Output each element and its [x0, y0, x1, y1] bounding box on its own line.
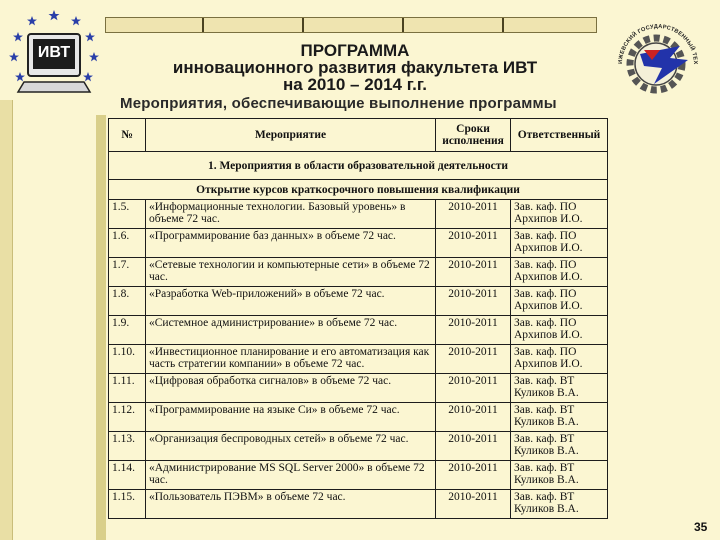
table-row — [109, 345, 608, 374]
subsection-heading: Открытие курсов краткосрочного повышения квалификации — [109, 180, 608, 200]
row-resp: Зав. каф. ПО Архипов И.О. — [511, 345, 608, 374]
table-row — [109, 461, 608, 490]
row-event: «Сетевые технологии и компьютерные сети» в объеме 72 час. — [146, 258, 436, 287]
page-title: ПРОГРАММА — [300, 41, 410, 60]
row-num: 1.8. — [109, 287, 146, 316]
row-event: «Администрирование MS SQL Server 2000» в объеме 72 час. — [146, 461, 436, 490]
row-event: «Системное администрирование» в объеме 72 час. — [146, 316, 436, 345]
row-period: 2010-2011 — [436, 316, 511, 345]
table-row — [109, 374, 608, 403]
logo-text: ИВТ — [37, 44, 71, 61]
page-number: 35 — [694, 520, 708, 534]
table-row — [109, 287, 608, 316]
row-resp: Зав. каф. ПО Архипов И.О. — [511, 200, 608, 229]
left-decor-stripe — [96, 115, 106, 540]
row-resp: Зав. каф. ВТ Куликов В.А. — [511, 461, 608, 490]
row-num: 1.11. — [109, 374, 146, 403]
title-line-3: на 2010 – 2014 г.г. — [283, 75, 427, 94]
row-num: 1.9. — [109, 316, 146, 345]
table-header-row — [109, 119, 608, 152]
table-row — [109, 258, 608, 287]
title-line-2: инновационного развития факультета ИВТ — [172, 58, 538, 77]
row-period: 2010-2011 — [436, 287, 511, 316]
row-period: 2010-2011 — [436, 200, 511, 229]
row-period: 2010-2011 — [436, 345, 511, 374]
row-resp: Зав. каф. ПО Архипов И.О. — [511, 258, 608, 287]
row-event: «Инвестиционное планирование и его автоматизация как часть стратегии компании» в объеме 72 час. — [146, 345, 436, 374]
row-resp: Зав. каф. ВТ Куликов В.А. — [511, 490, 608, 519]
events-table — [108, 118, 608, 519]
col-resp-header: Ответственный — [511, 119, 608, 152]
row-num: 1.14. — [109, 461, 146, 490]
row-resp: Зав. каф. ПО Архипов И.О. — [511, 316, 608, 345]
emblem-ring-text: ИЖЕВСКИЙ ГОСУДАРСТВЕННЫЙ ТЕХ — [617, 23, 699, 65]
row-period: 2010-2011 — [436, 374, 511, 403]
ivt-logo — [6, 8, 102, 98]
row-period: 2010-2011 — [436, 403, 511, 432]
col-event-header: Мероприятие — [146, 119, 436, 152]
row-event: «Организация беспроводных сетей» в объеме 72 час. — [146, 432, 436, 461]
row-event: «Пользователь ПЭВМ» в объеме 72 час. — [146, 490, 436, 519]
table-row — [109, 490, 608, 519]
row-num: 1.15. — [109, 490, 146, 519]
row-resp: Зав. каф. ВТ Куликов В.А. — [511, 374, 608, 403]
col-num-header: № — [109, 119, 146, 152]
title-block — [110, 42, 600, 93]
row-event: «Разработка Web-приложений» в объеме 72 час. — [146, 287, 436, 316]
university-emblem — [600, 6, 714, 106]
subtitle: Мероприятия, обеспечивающие выполнение программы — [120, 95, 557, 112]
row-period: 2010-2011 — [436, 258, 511, 287]
table-row — [109, 432, 608, 461]
row-period: 2010-2011 — [436, 229, 511, 258]
gear-emblem-icon — [600, 6, 714, 106]
row-num: 1.10. — [109, 345, 146, 374]
row-event: «Программирование баз данных» в объеме 72 час. — [146, 229, 436, 258]
top-ribbon — [105, 17, 597, 33]
row-resp: Зав. каф. ВТ Куликов В.А. — [511, 403, 608, 432]
table-row — [109, 200, 608, 229]
row-period: 2010-2011 — [436, 432, 511, 461]
row-num: 1.5. — [109, 200, 146, 229]
table-row — [109, 316, 608, 345]
row-resp: Зав. каф. ВТ Куликов В.А. — [511, 432, 608, 461]
col-period-header: Сроки исполнения — [436, 119, 511, 152]
row-period: 2010-2011 — [436, 490, 511, 519]
row-event: «Информационные технологии. Базовый уровень» в объеме 72 час. — [146, 200, 436, 229]
row-event: «Цифровая обработка сигналов» в объеме 72 час. — [146, 374, 436, 403]
row-resp: Зав. каф. ПО Архипов И.О. — [511, 229, 608, 258]
row-num: 1.6. — [109, 229, 146, 258]
row-period: 2010-2011 — [436, 461, 511, 490]
row-num: 1.13. — [109, 432, 146, 461]
row-resp: Зав. каф. ПО Архипов И.О. — [511, 287, 608, 316]
row-num: 1.7. — [109, 258, 146, 287]
section-heading: 1. Мероприятия в области образовательной деятельности — [109, 152, 608, 180]
table-row — [109, 229, 608, 258]
left-decor-band — [0, 100, 13, 540]
row-num: 1.12. — [109, 403, 146, 432]
table-row — [109, 403, 608, 432]
row-event: «Программирование на языке Си» в объеме 72 час. — [146, 403, 436, 432]
